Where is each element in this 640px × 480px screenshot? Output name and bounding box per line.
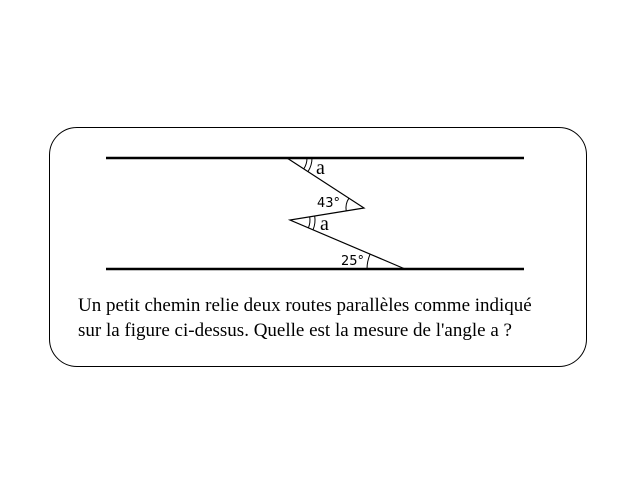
angle-arc-top-outer (308, 158, 312, 172)
angle-arc-43 (346, 198, 349, 211)
angle-arc-lower-outer (313, 216, 315, 230)
label-angle-top: a (316, 157, 325, 179)
label-angle-43: 43° (317, 196, 341, 211)
angle-arc-25 (367, 254, 370, 269)
angle-arc-top-inner (304, 158, 307, 169)
question-text (78, 293, 583, 343)
angle-arc-lower-inner (308, 217, 310, 228)
label-angle-lower: a (320, 213, 329, 235)
question-line-1: Un petit chemin relie deux routes parallèles comme indiqué (78, 295, 532, 316)
label-angle-25: 25° (341, 254, 365, 269)
question-line-2: sur la figure ci-dessus. Quelle est la mesure de l'angle a ? (78, 320, 512, 341)
zigzag-path (287, 158, 405, 269)
